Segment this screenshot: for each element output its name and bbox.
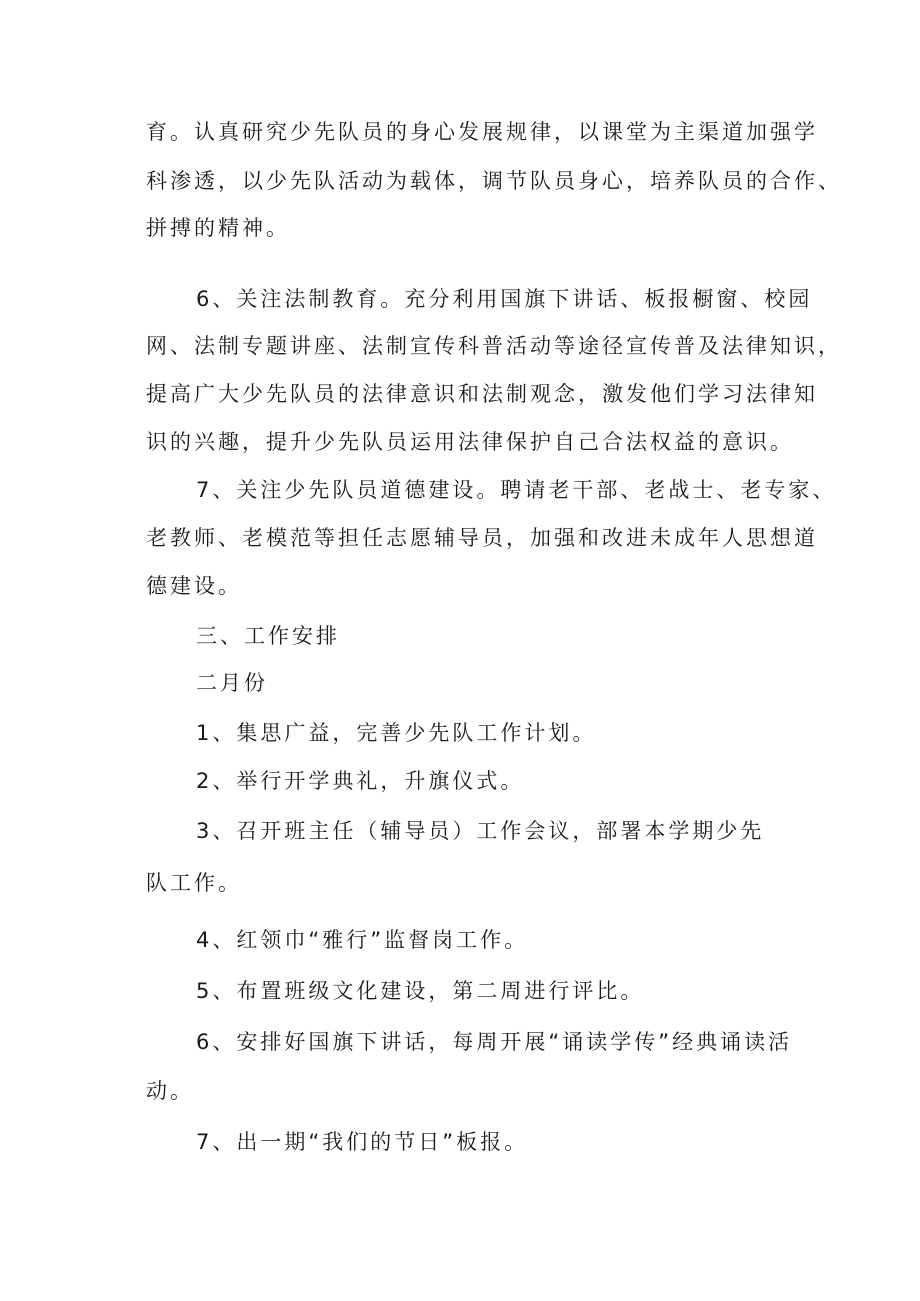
text-line: 提高广大少先队员的法律意识和法制观念，激发他们学习法律知 xyxy=(146,382,818,406)
list-item: 3、召开班主任（辅导员）工作会议，部署本学期少先 xyxy=(196,819,765,843)
text-line: 老教师、老模范等担任志愿辅导员，加强和改进未成年人思想道 xyxy=(146,526,818,550)
list-item: 6、安排好国旗下讲话，每周开展“诵读学传”经典诵读活 xyxy=(196,1030,793,1054)
text-line: 队工作。 xyxy=(146,871,242,895)
text-line: 7、关注少先队员道德建设。聘请老干部、老战士、老专家、 xyxy=(196,478,837,502)
text-line: 6、关注法制教育。充分利用国旗下讲话、板报橱窗、校园 xyxy=(196,287,813,311)
text-line: 科渗透，以少先队活动为载体，调节队员身心，培养队员的合作、 xyxy=(146,169,842,193)
text-line: 动。 xyxy=(146,1079,194,1103)
text-line: 拼搏的精神。 xyxy=(146,216,290,240)
list-item: 2、举行开学典礼，升旗仪式。 xyxy=(196,769,525,793)
list-item: 4、红领巾“雅行”监督岗工作。 xyxy=(196,928,529,952)
text-line: 识的兴趣，提升少先队员运用法律保护自己合法权益的意识。 xyxy=(146,430,794,454)
month-heading: 二月份 xyxy=(196,671,268,695)
list-item: 7、出一期“我们的节日”板报。 xyxy=(196,1130,529,1154)
text-line: 育。认真研究少先队员的身心发展规律，以课堂为主渠道加强学 xyxy=(146,120,818,144)
list-item: 5、布置班级文化建设，第二周进行评比。 xyxy=(196,979,645,1003)
section-heading: 三、工作安排 xyxy=(196,624,340,648)
text-line: 网、法制专题讲座、法制宣传科普活动等途径宣传普及法律知识， xyxy=(146,334,842,358)
list-item: 1、集思广益，完善少先队工作计划。 xyxy=(196,721,597,745)
text-line: 德建设。 xyxy=(146,574,242,598)
